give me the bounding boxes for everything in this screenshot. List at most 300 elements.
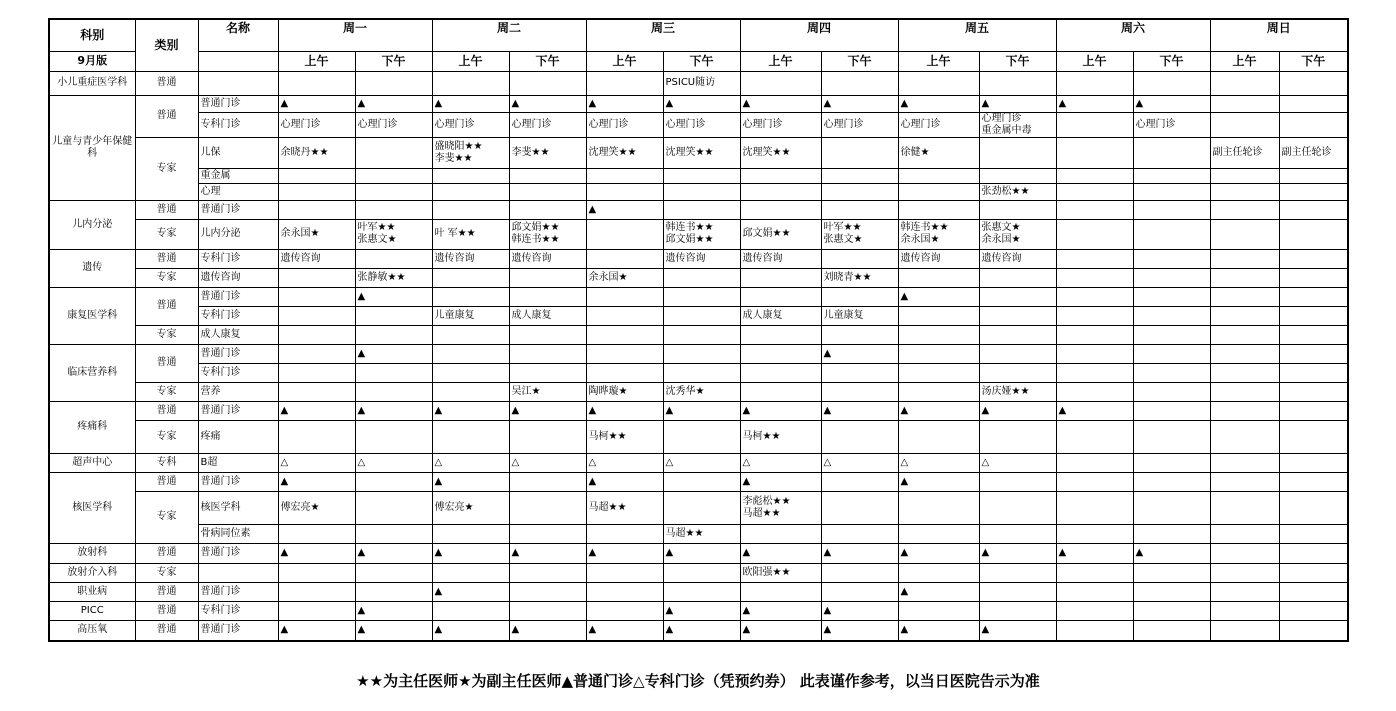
clinic-name-cell: 核医学科 bbox=[198, 491, 278, 524]
schedule-cell-tue-am: ▲ bbox=[432, 582, 509, 601]
dept-name: 高压氧 bbox=[49, 620, 135, 641]
category-cell: 专家 bbox=[135, 491, 198, 543]
schedule-cell-wed-pm: 马超★★ bbox=[663, 524, 740, 543]
schedule-cell-thu-am bbox=[740, 382, 821, 401]
mon-am-header: 上午 bbox=[278, 51, 355, 71]
schedule-cell-wed-am: 沈理笑★★ bbox=[586, 137, 663, 168]
schedule-cell-thu-pm bbox=[821, 71, 898, 95]
category-cell: 普通 bbox=[135, 287, 198, 325]
schedule-cell-tue-am bbox=[432, 363, 509, 382]
schedule-cell-sat-am bbox=[1056, 168, 1133, 183]
schedule-cell-fri-pm bbox=[979, 420, 1056, 453]
schedule-cell-sat-pm bbox=[1133, 582, 1210, 601]
schedule-cell-fri-am: ▲ bbox=[898, 582, 979, 601]
schedule-cell-thu-am bbox=[740, 344, 821, 363]
schedule-cell-wed-pm: 沈秀华★ bbox=[663, 382, 740, 401]
schedule-cell-mon-pm bbox=[355, 491, 432, 524]
schedule-cell-fri-pm bbox=[979, 268, 1056, 287]
schedule-cell-wed-am: ▲ bbox=[586, 620, 663, 641]
schedule-cell-tue-am bbox=[432, 344, 509, 363]
schedule-cell-fri-pm: ▲ bbox=[979, 401, 1056, 420]
schedule-cell-tue-am bbox=[432, 71, 509, 95]
schedule-cell-sun-am bbox=[1210, 382, 1279, 401]
day-header-mon: 周一 bbox=[278, 19, 432, 51]
schedule-cell-sun-pm bbox=[1279, 453, 1348, 472]
schedule-cell-fri-pm: ▲ bbox=[979, 95, 1056, 112]
schedule-cell-mon-pm bbox=[355, 420, 432, 453]
schedule-cell-wed-pm: ▲ bbox=[663, 95, 740, 112]
schedule-cell-wed-pm: 沈理笑★★ bbox=[663, 137, 740, 168]
schedule-cell-sun-am bbox=[1210, 268, 1279, 287]
legend-note: ★★为主任医师★为副主任医师▲普通门诊△专科门诊（凭预约券） 此表谨作参考，以当日医院告示为准 bbox=[356, 672, 1040, 690]
table-row bbox=[49, 306, 1348, 325]
schedule-cell-wed-am: ▲ bbox=[586, 472, 663, 491]
schedule-cell-thu-pm: 心理门诊 bbox=[821, 112, 898, 137]
schedule-cell-thu-am bbox=[740, 582, 821, 601]
schedule-cell-sun-am bbox=[1210, 306, 1279, 325]
schedule-cell-thu-am: 马柯★★ bbox=[740, 420, 821, 453]
schedule-cell-thu-pm bbox=[821, 287, 898, 306]
schedule-cell-tue-pm: △ bbox=[509, 453, 586, 472]
schedule-cell-fri-pm: 张惠文★ 余永国★ bbox=[979, 219, 1056, 249]
schedule-cell-sat-am bbox=[1056, 200, 1133, 219]
schedule-cell-fri-am: 韩连书★★ 余永国★ bbox=[898, 219, 979, 249]
schedule-cell-sun-am bbox=[1210, 344, 1279, 363]
schedule-cell-tue-pm bbox=[509, 363, 586, 382]
schedule-cell-sun-pm bbox=[1279, 287, 1348, 306]
schedule-cell-wed-am bbox=[586, 582, 663, 601]
schedule-cell-fri-pm bbox=[979, 563, 1056, 582]
schedule-cell-fri-pm bbox=[979, 601, 1056, 620]
schedule-cell-mon-pm bbox=[355, 137, 432, 168]
category-cell: 专科 bbox=[135, 453, 198, 472]
schedule-cell-mon-am: ▲ bbox=[278, 472, 355, 491]
table-row bbox=[49, 453, 1348, 472]
schedule-cell-fri-pm: 心理门诊 重金属中毒 bbox=[979, 112, 1056, 137]
schedule-cell-tue-am: ▲ bbox=[432, 95, 509, 112]
schedule-cell-sun-am bbox=[1210, 71, 1279, 95]
schedule-cell-tue-am: 心理门诊 bbox=[432, 112, 509, 137]
category-cell: 普通 bbox=[135, 401, 198, 420]
schedule-cell-sun-am bbox=[1210, 453, 1279, 472]
dept-name: 放射介入科 bbox=[49, 563, 135, 582]
category-cell: 专家 bbox=[135, 563, 198, 582]
schedule-cell-sat-am bbox=[1056, 268, 1133, 287]
schedule-cell-wed-pm bbox=[663, 344, 740, 363]
schedule-cell-sun-pm bbox=[1279, 363, 1348, 382]
schedule-cell-wed-pm bbox=[663, 472, 740, 491]
schedule-cell-wed-am: 心理门诊 bbox=[586, 112, 663, 137]
schedule-cell-fri-pm bbox=[979, 491, 1056, 524]
schedule-cell-fri-pm bbox=[979, 287, 1056, 306]
schedule-cell-sat-pm bbox=[1133, 168, 1210, 183]
schedule-cell-sat-am bbox=[1056, 344, 1133, 363]
dept-name: 超声中心 bbox=[49, 453, 135, 472]
schedule-cell-tue-pm: 成人康复 bbox=[509, 306, 586, 325]
dept-name: 小儿重症医学科 bbox=[49, 71, 135, 95]
schedule-cell-wed-pm bbox=[663, 420, 740, 453]
schedule-cell-sat-am bbox=[1056, 112, 1133, 137]
schedule-cell-thu-am bbox=[740, 524, 821, 543]
category-cell: 普通 bbox=[135, 472, 198, 491]
sun-am-header: 上午 bbox=[1210, 51, 1279, 71]
schedule-cell-sat-am: ▲ bbox=[1056, 401, 1133, 420]
schedule-cell-fri-pm: 遗传咨询 bbox=[979, 249, 1056, 268]
category-cell: 普通 bbox=[135, 344, 198, 382]
schedule-cell-wed-am bbox=[586, 183, 663, 200]
schedule-cell-fri-pm: ▲ bbox=[979, 543, 1056, 563]
table-row bbox=[49, 420, 1348, 453]
schedule-cell-mon-am bbox=[278, 183, 355, 200]
schedule-cell-tue-am bbox=[432, 268, 509, 287]
schedule-cell-thu-pm: ▲ bbox=[821, 95, 898, 112]
clinic-name-cell: 成人康复 bbox=[198, 325, 278, 344]
schedule-cell-sat-am bbox=[1056, 524, 1133, 543]
table-row bbox=[49, 168, 1348, 183]
table-row bbox=[49, 401, 1348, 420]
schedule-cell-fri-am bbox=[898, 306, 979, 325]
schedule-cell-mon-pm bbox=[355, 325, 432, 344]
schedule-cell-thu-am bbox=[740, 287, 821, 306]
schedule-cell-mon-am bbox=[278, 563, 355, 582]
schedule-cell-mon-am: 余晓丹★★ bbox=[278, 137, 355, 168]
schedule-cell-mon-pm bbox=[355, 168, 432, 183]
schedule-cell-wed-pm bbox=[663, 363, 740, 382]
schedule-cell-wed-am bbox=[586, 306, 663, 325]
wed-am-header: 上午 bbox=[586, 51, 663, 71]
dept-name: PICC bbox=[49, 601, 135, 620]
schedule-cell-sun-pm bbox=[1279, 112, 1348, 137]
clinic-name-cell: 骨病同位素 bbox=[198, 524, 278, 543]
schedule-cell-sat-pm bbox=[1133, 344, 1210, 363]
schedule-cell-mon-pm: 叶军★★ 张惠文★ bbox=[355, 219, 432, 249]
category-cell: 普通 bbox=[135, 601, 198, 620]
schedule-cell-mon-am bbox=[278, 200, 355, 219]
schedule-cell-thu-pm: ▲ bbox=[821, 620, 898, 641]
schedule-cell-fri-pm: 汤庆娅★★ bbox=[979, 382, 1056, 401]
schedule-cell-fri-am: ▲ bbox=[898, 543, 979, 563]
dept-name: 职业病 bbox=[49, 582, 135, 601]
schedule-cell-fri-pm bbox=[979, 71, 1056, 95]
clinic-name-cell: 疼痛 bbox=[198, 420, 278, 453]
schedule-cell-sun-am bbox=[1210, 219, 1279, 249]
clinic-name-cell: 普通门诊 bbox=[198, 543, 278, 563]
table-row bbox=[49, 363, 1348, 382]
schedule-cell-thu-pm bbox=[821, 420, 898, 453]
schedule-cell-tue-pm bbox=[509, 524, 586, 543]
schedule-cell-wed-pm bbox=[663, 306, 740, 325]
schedule-cell-wed-am bbox=[586, 344, 663, 363]
sat-pm-header: 下午 bbox=[1133, 51, 1210, 71]
table-row bbox=[49, 524, 1348, 543]
schedule-cell-mon-pm bbox=[355, 563, 432, 582]
schedule-cell-fri-am: 徐健★ bbox=[898, 137, 979, 168]
schedule-cell-tue-am bbox=[432, 420, 509, 453]
schedule-cell-tue-pm: 遗传咨询 bbox=[509, 249, 586, 268]
schedule-cell-sat-pm bbox=[1133, 491, 1210, 524]
schedule-cell-thu-am: △ bbox=[740, 453, 821, 472]
schedule-cell-fri-am bbox=[898, 268, 979, 287]
schedule-cell-mon-am: 傅宏亮★ bbox=[278, 491, 355, 524]
clinic-name-cell: 营养 bbox=[198, 382, 278, 401]
table-row bbox=[49, 472, 1348, 491]
category-cell: 普通 bbox=[135, 71, 198, 95]
schedule-cell-sat-pm bbox=[1133, 268, 1210, 287]
schedule-cell-sat-pm bbox=[1133, 287, 1210, 306]
schedule-cell-fri-pm bbox=[979, 306, 1056, 325]
schedule-cell-thu-am: ▲ bbox=[740, 620, 821, 641]
dept-name: 儿童与青少年保健科 bbox=[49, 95, 135, 200]
schedule-cell-sun-am bbox=[1210, 491, 1279, 524]
schedule-cell-wed-am bbox=[586, 219, 663, 249]
schedule-cell-tue-pm bbox=[509, 563, 586, 582]
clinic-name-cell bbox=[198, 563, 278, 582]
schedule-cell-sat-pm bbox=[1133, 472, 1210, 491]
schedule-cell-tue-pm: 吴江★ bbox=[509, 382, 586, 401]
schedule-cell-thu-am: 欧阳强★★ bbox=[740, 563, 821, 582]
schedule-cell-sat-pm bbox=[1133, 219, 1210, 249]
schedule-cell-fri-pm: ▲ bbox=[979, 620, 1056, 641]
schedule-cell-mon-pm: ▲ bbox=[355, 543, 432, 563]
schedule-cell-sat-am bbox=[1056, 137, 1133, 168]
category-cell: 普通 bbox=[135, 95, 198, 137]
table-row bbox=[49, 112, 1348, 137]
schedule-cell-wed-pm bbox=[663, 168, 740, 183]
schedule-cell-fri-am: △ bbox=[898, 453, 979, 472]
table-row bbox=[49, 71, 1348, 95]
schedule-table bbox=[48, 18, 1349, 642]
schedule-cell-wed-pm: ▲ bbox=[663, 620, 740, 641]
schedule-cell-sat-pm bbox=[1133, 325, 1210, 344]
table-row bbox=[49, 344, 1348, 363]
schedule-cell-sun-pm bbox=[1279, 472, 1348, 491]
schedule-cell-tue-am: △ bbox=[432, 453, 509, 472]
thu-am-header: 上午 bbox=[740, 51, 821, 71]
schedule-cell-sun-pm bbox=[1279, 95, 1348, 112]
category-cell: 普通 bbox=[135, 582, 198, 601]
schedule-cell-tue-pm: ▲ bbox=[509, 95, 586, 112]
schedule-cell-tue-am bbox=[432, 563, 509, 582]
schedule-cell-fri-pm bbox=[979, 344, 1056, 363]
schedule-cell-mon-pm: ▲ bbox=[355, 344, 432, 363]
schedule-cell-thu-pm bbox=[821, 472, 898, 491]
schedule-cell-thu-pm bbox=[821, 325, 898, 344]
schedule-cell-tue-am: 盛晓阳★★ 李斐★★ bbox=[432, 137, 509, 168]
schedule-cell-tue-pm bbox=[509, 200, 586, 219]
schedule-cell-mon-pm: ▲ bbox=[355, 601, 432, 620]
schedule-cell-fri-pm bbox=[979, 137, 1056, 168]
schedule-cell-sun-pm bbox=[1279, 582, 1348, 601]
schedule-cell-sat-pm bbox=[1133, 401, 1210, 420]
schedule-cell-wed-am bbox=[586, 71, 663, 95]
clinic-name-cell: 普通门诊 bbox=[198, 344, 278, 363]
tue-am-header: 上午 bbox=[432, 51, 509, 71]
table-row bbox=[49, 543, 1348, 563]
schedule-cell-tue-am bbox=[432, 601, 509, 620]
schedule-cell-thu-pm: ▲ bbox=[821, 543, 898, 563]
schedule-cell-mon-pm bbox=[355, 306, 432, 325]
table-row bbox=[49, 491, 1348, 524]
schedule-cell-sun-pm bbox=[1279, 168, 1348, 183]
subheader-row bbox=[49, 51, 1348, 71]
schedule-cell-sat-am bbox=[1056, 601, 1133, 620]
schedule-cell-sun-am bbox=[1210, 563, 1279, 582]
fri-am-header: 上午 bbox=[898, 51, 979, 71]
schedule-cell-sat-pm bbox=[1133, 524, 1210, 543]
category-cell: 普通 bbox=[135, 200, 198, 219]
schedule-cell-fri-pm bbox=[979, 363, 1056, 382]
name-header-blank bbox=[198, 51, 278, 71]
schedule-cell-sat-pm: ▲ bbox=[1133, 95, 1210, 112]
schedule-cell-fri-am bbox=[898, 200, 979, 219]
schedule-cell-tue-pm bbox=[509, 472, 586, 491]
schedule-cell-sat-am bbox=[1056, 491, 1133, 524]
schedule-cell-sat-am: ▲ bbox=[1056, 95, 1133, 112]
schedule-cell-tue-pm: ▲ bbox=[509, 620, 586, 641]
table-row bbox=[49, 382, 1348, 401]
schedule-cell-wed-pm bbox=[663, 200, 740, 219]
schedule-cell-sat-am bbox=[1056, 325, 1133, 344]
schedule-cell-thu-pm: ▲ bbox=[821, 601, 898, 620]
schedule-cell-mon-pm: 心理门诊 bbox=[355, 112, 432, 137]
version-label: 9月版 bbox=[49, 51, 135, 71]
category-header: 类别 bbox=[135, 19, 198, 71]
clinic-name-cell: 专科门诊 bbox=[198, 112, 278, 137]
schedule-cell-sun-am: 副主任轮诊 bbox=[1210, 137, 1279, 168]
schedule-cell-sat-pm bbox=[1133, 183, 1210, 200]
schedule-cell-sat-am bbox=[1056, 249, 1133, 268]
schedule-cell-mon-am bbox=[278, 524, 355, 543]
table-row bbox=[49, 620, 1348, 641]
schedule-cell-tue-am bbox=[432, 183, 509, 200]
schedule-cell-fri-am: ▲ bbox=[898, 620, 979, 641]
table-row bbox=[49, 268, 1348, 287]
schedule-cell-mon-am bbox=[278, 306, 355, 325]
schedule-cell-thu-am bbox=[740, 168, 821, 183]
schedule-cell-tue-pm bbox=[509, 582, 586, 601]
schedule-cell-thu-am: 心理门诊 bbox=[740, 112, 821, 137]
category-cell: 专家 bbox=[135, 268, 198, 287]
schedule-cell-thu-pm bbox=[821, 168, 898, 183]
dept-name: 儿内分泌 bbox=[49, 200, 135, 249]
schedule-cell-sun-pm bbox=[1279, 620, 1348, 641]
schedule-cell-sun-pm: 副主任轮诊 bbox=[1279, 137, 1348, 168]
schedule-cell-sat-pm bbox=[1133, 420, 1210, 453]
table-row bbox=[49, 183, 1348, 200]
schedule-cell-sat-am bbox=[1056, 563, 1133, 582]
clinic-name-cell: 儿内分泌 bbox=[198, 219, 278, 249]
schedule-cell-sun-pm bbox=[1279, 543, 1348, 563]
clinic-name-cell: 专科门诊 bbox=[198, 601, 278, 620]
schedule-cell-fri-pm bbox=[979, 325, 1056, 344]
schedule-cell-thu-am: ▲ bbox=[740, 601, 821, 620]
schedule-cell-wed-pm bbox=[663, 325, 740, 344]
schedule-cell-mon-pm: △ bbox=[355, 453, 432, 472]
schedule-cell-fri-am: ▲ bbox=[898, 95, 979, 112]
schedule-cell-fri-pm bbox=[979, 200, 1056, 219]
schedule-cell-tue-am: 儿童康复 bbox=[432, 306, 509, 325]
table-row bbox=[49, 287, 1348, 306]
category-cell: 普通 bbox=[135, 249, 198, 268]
schedule-cell-tue-pm bbox=[509, 268, 586, 287]
schedule-cell-mon-am bbox=[278, 287, 355, 306]
schedule-cell-sat-am bbox=[1056, 420, 1133, 453]
schedule-cell-sun-am bbox=[1210, 287, 1279, 306]
schedule-cell-tue-am: 叶 军★★ bbox=[432, 219, 509, 249]
schedule-cell-sat-pm bbox=[1133, 249, 1210, 268]
schedule-cell-fri-am bbox=[898, 382, 979, 401]
schedule-cell-fri-am: 遗传咨询 bbox=[898, 249, 979, 268]
schedule-cell-thu-am: ▲ bbox=[740, 401, 821, 420]
schedule-cell-thu-pm: △ bbox=[821, 453, 898, 472]
schedule-cell-sat-am bbox=[1056, 219, 1133, 249]
schedule-cell-sun-pm bbox=[1279, 382, 1348, 401]
schedule-cell-fri-pm bbox=[979, 524, 1056, 543]
schedule-cell-thu-pm bbox=[821, 183, 898, 200]
schedule-cell-sat-pm bbox=[1133, 601, 1210, 620]
schedule-cell-wed-pm bbox=[663, 582, 740, 601]
schedule-cell-tue-pm bbox=[509, 420, 586, 453]
schedule-cell-thu-pm bbox=[821, 524, 898, 543]
schedule-cell-sun-am bbox=[1210, 95, 1279, 112]
schedule-cell-thu-pm bbox=[821, 582, 898, 601]
schedule-cell-tue-pm bbox=[509, 344, 586, 363]
schedule-cell-sun-am bbox=[1210, 112, 1279, 137]
schedule-cell-thu-pm bbox=[821, 249, 898, 268]
schedule-cell-sun-am bbox=[1210, 620, 1279, 641]
schedule-cell-sun-am bbox=[1210, 249, 1279, 268]
header-row bbox=[49, 19, 1348, 51]
dept-name: 临床营养科 bbox=[49, 344, 135, 401]
schedule-cell-fri-pm: △ bbox=[979, 453, 1056, 472]
schedule-cell-wed-am: 余永国★ bbox=[586, 268, 663, 287]
schedule-cell-tue-pm: 李斐★★ bbox=[509, 137, 586, 168]
schedule-cell-thu-am bbox=[740, 268, 821, 287]
schedule-cell-sat-pm bbox=[1133, 137, 1210, 168]
thu-pm-header: 下午 bbox=[821, 51, 898, 71]
clinic-name-cell: B超 bbox=[198, 453, 278, 472]
schedule-cell-mon-pm: ▲ bbox=[355, 95, 432, 112]
schedule-cell-sat-am bbox=[1056, 363, 1133, 382]
wed-pm-header: 下午 bbox=[663, 51, 740, 71]
category-cell: 专家 bbox=[135, 420, 198, 453]
schedule-cell-mon-am: 余永国★ bbox=[278, 219, 355, 249]
schedule-cell-mon-am bbox=[278, 363, 355, 382]
schedule-cell-sun-pm bbox=[1279, 306, 1348, 325]
schedule-cell-wed-am: ▲ bbox=[586, 200, 663, 219]
schedule-cell-thu-am: 邱文娟★★ bbox=[740, 219, 821, 249]
clinic-name-cell: 普通门诊 bbox=[198, 287, 278, 306]
sat-am-header: 上午 bbox=[1056, 51, 1133, 71]
dept-header: 科别 bbox=[49, 19, 135, 51]
schedule-cell-thu-pm bbox=[821, 137, 898, 168]
fri-pm-header: 下午 bbox=[979, 51, 1056, 71]
schedule-cell-sun-am bbox=[1210, 363, 1279, 382]
schedule-cell-fri-pm: 张劲松★★ bbox=[979, 183, 1056, 200]
clinic-name-cell: 专科门诊 bbox=[198, 306, 278, 325]
schedule-cell-sat-pm: ▲ bbox=[1133, 543, 1210, 563]
schedule-cell-tue-am bbox=[432, 382, 509, 401]
schedule-cell-sun-pm bbox=[1279, 491, 1348, 524]
schedule-cell-sat-pm: 心理门诊 bbox=[1133, 112, 1210, 137]
table-row bbox=[49, 137, 1348, 168]
schedule-cell-mon-am bbox=[278, 325, 355, 344]
schedule-cell-fri-am: ▲ bbox=[898, 401, 979, 420]
schedule-cell-mon-pm bbox=[355, 183, 432, 200]
tue-pm-header: 下午 bbox=[509, 51, 586, 71]
schedule-cell-wed-pm bbox=[663, 491, 740, 524]
schedule-cell-sun-am bbox=[1210, 420, 1279, 453]
